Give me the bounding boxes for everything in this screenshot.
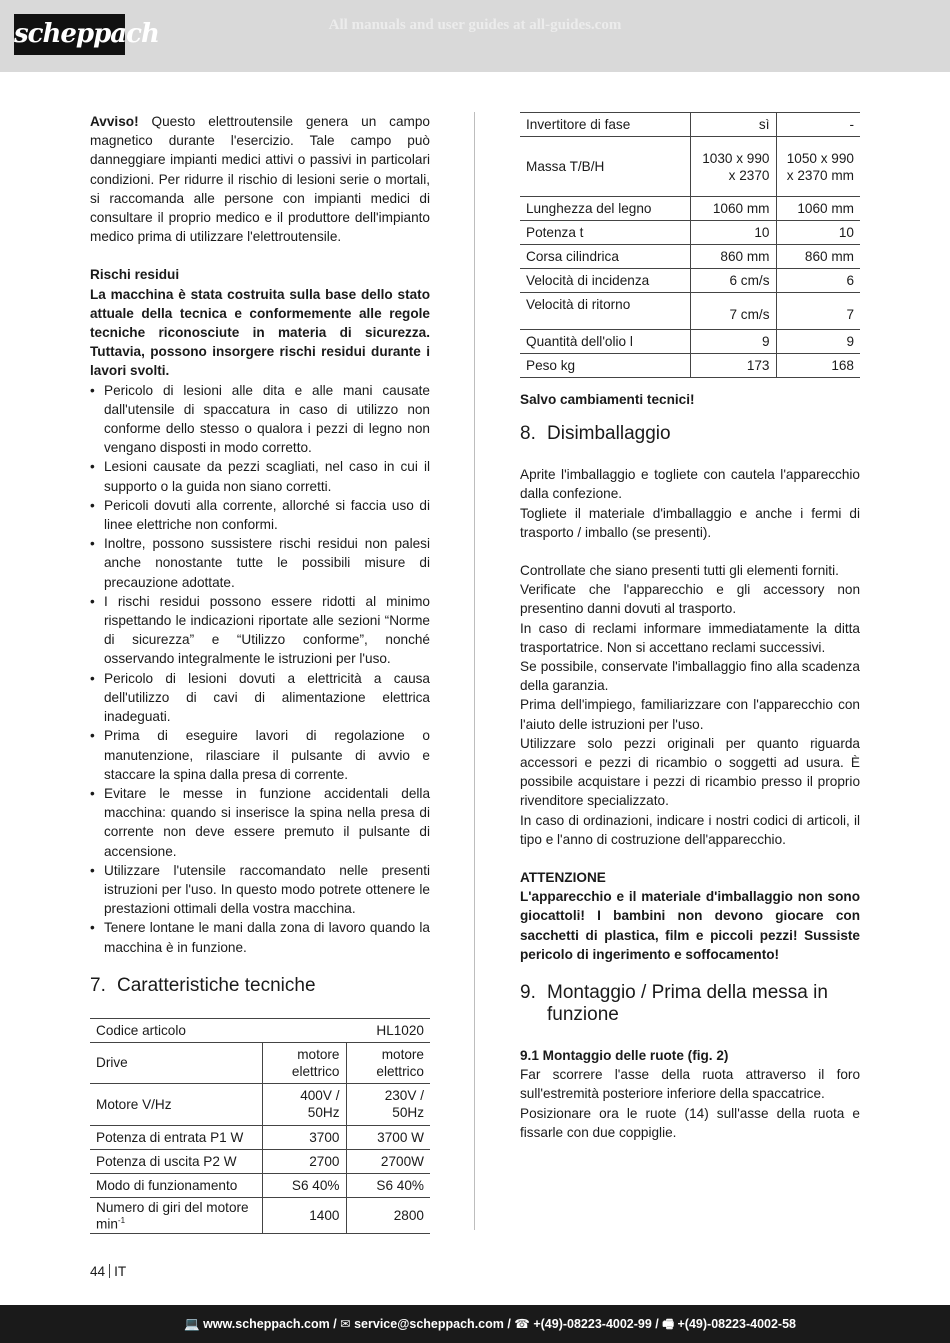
notice-paragraph xyxy=(90,112,430,246)
page-footer xyxy=(0,1305,950,1343)
list-item: • Lesioni causate da pezzi scagliati, nel caso in cui il supporto o la guida non siano corretti. xyxy=(90,457,430,495)
unpacking-paragraph: Controllate che siano presenti tutti gli elementi forniti. xyxy=(520,563,839,579)
section-9-heading: 9. Montaggio / Prima della messa in funzione xyxy=(520,982,828,1026)
list-item: • Inoltre, possono sussistere rischi residui non palesi anche nonostante tutte le possibili misure di precauzione adottate. xyxy=(90,534,430,592)
table-row: Velocità di ritorno 7 cm/s 7 xyxy=(520,293,860,330)
unpacking-paragraph: Aprite l'imballaggio e togliete con cautela l'apparecchio dalla confezione. xyxy=(520,467,860,502)
table-row: Motore V/Hz 400V / 50Hz 230V / 50Hz xyxy=(90,1083,430,1125)
subsection-9-1-text: Far scorrere l'asse della ruota attraverso il foro sull'estremità posteriore inferiore della spaccatrice. xyxy=(520,1067,860,1102)
table-row: Potenza di entrata P1 W 3700 3700 W xyxy=(90,1125,430,1149)
residual-risks-title: Rischi residui xyxy=(90,267,180,283)
table-row: Potenza di uscita P2 W 2700 2700W xyxy=(90,1149,430,1173)
unpacking-paragraph: In caso di ordinazioni, indicare i nostri codici di articoli, il tipo e l'anno di costruzione dell'apparecchio. xyxy=(520,812,860,847)
right-column xyxy=(520,112,860,1142)
unpacking-paragraph: Togliete il materiale d'imballaggio e anche i fermi di trasporto / imballo (se presenti). xyxy=(520,505,860,540)
section-7-heading: 7. Caratteristiche tecniche xyxy=(90,974,316,996)
list-item: • Evitare le messe in funzione accidentali della macchina: quando si inserisce la spina nella presa di corrente non deve essere premuto il pulsante di accensione. xyxy=(90,784,430,861)
unpacking-paragraph: Utilizzare solo pezzi originali per quanto riguarda accessori e pezzi di ricambio o soggetti ad usura. È possibile acquistare i pezzi di ricambio presso il proprio rivenditore specializzato. xyxy=(520,735,860,809)
left-column xyxy=(90,112,430,1234)
list-item: • Utilizzare l'utensile raccomandato nelle presenti istruzioni per l'uso. In questo modo potrete ottenere le prestazioni ottimali della vostra macchina. xyxy=(90,861,430,919)
residual-risks-list xyxy=(90,381,430,957)
residual-risks-intro: La macchina è stata costruita sulla base dello stato attuale della tecnica e conformemente alle regole tecniche riconosciute in materia di sicurezza. Tuttavia, possono insorgere rischi residui durante i lavori svolti. xyxy=(90,286,430,379)
table-row: Lunghezza del legno 1060 mm 1060 mm xyxy=(520,197,860,221)
list-item: • Prima di eseguire lavori di regolazione o manutenzione, rilasciare il pulsante di avvio e staccare la spina dalla presa di corrente. xyxy=(90,726,430,784)
table-row: Codice articolo HL1020 xyxy=(90,1018,430,1042)
scheppach-logo: scheppach xyxy=(14,14,125,55)
technical-changes-note: Salvo cambiamenti tecnici! xyxy=(520,392,695,407)
notice-text: Questo elettroutensile genera un campo magnetico durante l'esercizio. Tale campo può danneggiare impianti medici attivi o passivi in particolari condizioni. Per ridurre il rischio di lesioni serie o mortali, si raccomanda alle persone con impianti medici di consultare il proprio medico e il produttore dell'impianto medico prima di utilizzare l'elettroutensile. xyxy=(90,114,430,245)
spec-table-left xyxy=(90,1018,430,1235)
unpacking-paragraph: Verificate che l'apparecchio e gli accessory non presentino danni dovuti al trasporto. xyxy=(520,582,860,617)
table-row: Massa T/B/H 1030 x 990 x 2370 1050 x 990 x 2370 mm xyxy=(520,137,860,197)
section-8-heading: 8. Disimballaggio xyxy=(520,423,671,445)
attention-title: ATTENZIONE xyxy=(520,870,606,886)
table-row: Corsa cilindrica 860 mm 860 mm xyxy=(520,245,860,269)
page-number: 44 IT xyxy=(90,1264,127,1279)
list-item: • Pericolo di lesioni dovuti a elettricità a causa dell'utilizzo di cavi di alimentazione elettrica inadeguati. xyxy=(90,669,430,727)
unpacking-paragraph: Prima dell'impiego, familiarizzare con l'apparecchio con l'aiuto delle istruzioni per l'uso. xyxy=(520,697,860,732)
spec-table-right xyxy=(520,112,860,378)
subsection-9-1-title: 9.1 Montaggio delle ruote (fig. 2) xyxy=(520,1048,729,1064)
table-row: Peso kg 173 168 xyxy=(520,354,860,378)
list-item: • I rischi residui possono essere ridotti al minimo rispettando le indicazioni riportate alle sezioni “Norme di sicurezza” e “Utilizzo conforme”, nonché osservando integralmente le istruzioni per l'uso. xyxy=(90,592,430,669)
table-row: Drive motore elettrico motore elettrico xyxy=(90,1042,430,1083)
unpacking-paragraph: In caso di reclami informare immediatamente la ditta trasportatrice. Non si accettano reclami successivi. xyxy=(520,620,860,655)
page-header xyxy=(0,0,950,72)
watermark-text: All manuals and user guides at all-guides.com xyxy=(328,17,622,33)
table-row: Modo di funzionamento S6 40% S6 40% xyxy=(90,1173,430,1197)
column-divider xyxy=(474,112,475,1230)
unpacking-paragraph: Se possibile, conservate l'imballaggio fino alla scadenza della garanzia. xyxy=(520,659,860,694)
table-row: Quantità dell'olio l 9 9 xyxy=(520,330,860,354)
footer-contact-text: 💻 www.scheppach.com / ✉ service@scheppach.com / ☎ +(49)-08223-4002-99 / 🖷 +(49)-08223-4002-58 xyxy=(184,1317,796,1331)
list-item: • Pericoli dovuti alla corrente, allorché si faccia uso di linee elettriche non conformi. xyxy=(90,496,430,534)
table-row: Numero di giri del motore $\min^{-1}$ 1400 2800 xyxy=(90,1197,430,1234)
table-row: Velocità di incidenza 6 cm/s 6 xyxy=(520,269,860,293)
list-item: • Pericolo di lesioni alle dita e alle mani causate dall'utensile di spaccatura in caso di utilizzo non conforme dello stesso o qualora i pezzi di legno non vengano disposti in modo corretto. xyxy=(90,381,430,458)
table-row: Invertitore di fase sì - xyxy=(520,113,860,137)
list-item: • Tenere lontane le mani dalla zona di lavoro quando la macchina è in funzione. xyxy=(90,918,430,956)
attention-text: L'apparecchio e il materiale d'imballaggio non sono giocattoli! I bambini non devono giocare con sacchetti di plastica, film e piccoli pezzi! Sussiste pericolo di ingerimento e soffocamento! xyxy=(520,889,860,962)
notice-label: Avviso! xyxy=(90,114,139,129)
table-row: Potenza t 10 10 xyxy=(520,221,860,245)
subsection-9-1-text: Posizionare ora le ruote (14) sull'asse della ruota e fissarle con due coppiglie. xyxy=(520,1105,860,1140)
